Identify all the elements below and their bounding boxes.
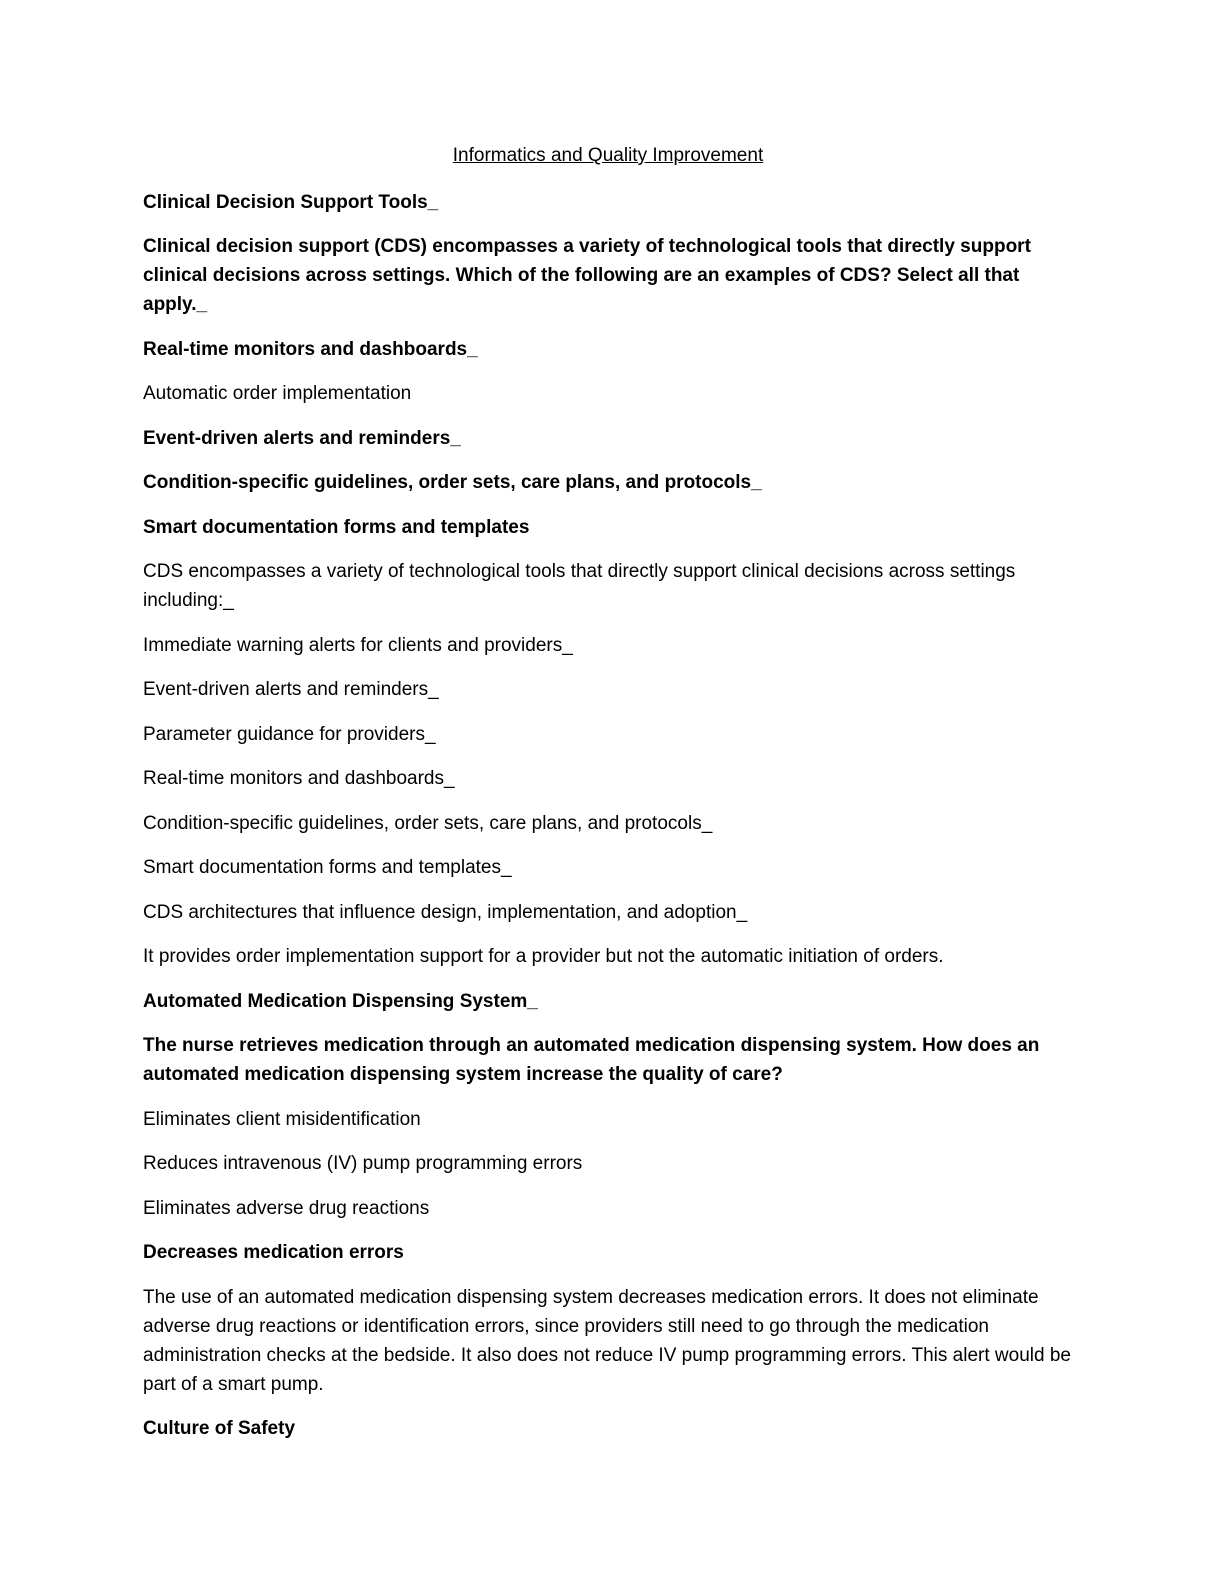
document-title: Informatics and Quality Improvement	[452, 145, 764, 166]
paragraph: Smart documentation forms and templates_	[143, 857, 512, 878]
paragraph: Event-driven alerts and reminders_	[143, 427, 461, 449]
paragraph: Reduces intravenous (IV) pump programming errors	[143, 1153, 583, 1174]
paragraph: The use of an automated medication dispensing system decreases medication errors. It does not eliminate adverse drug reactions or identification errors, since providers still need to go through the medication administration checks at the bedside. It also does not reduce IV pump programming errors. This alert would be part of a smart pump.	[143, 1286, 1071, 1395]
paragraph: Decreases medication errors	[143, 1242, 404, 1263]
paragraph: Real-time monitors and dashboards_	[143, 338, 478, 360]
paragraph: The nurse retrieves medication through an automated medication dispensing system. How does an automated medication dispensing system increase the quality of care?	[143, 1035, 1040, 1085]
paragraph: Parameter guidance for providers_	[143, 723, 436, 745]
paragraph: Condition-specific guidelines, order sets, care plans, and protocols_	[143, 472, 762, 493]
paragraph: Smart documentation forms and templates	[143, 516, 530, 538]
document-page	[143, 143, 1073, 1459]
paragraph: Real-time monitors and dashboards_	[143, 768, 455, 789]
paragraph: Automated Medication Dispensing System_	[143, 990, 538, 1012]
paragraph: Condition-specific guidelines, order sets, care plans, and protocols_	[143, 812, 713, 834]
paragraph: Immediate warning alerts for clients and providers_	[143, 634, 573, 656]
paragraph: CDS architectures that influence design, implementation, and adoption_	[143, 901, 748, 923]
paragraph: Clinical decision support (CDS) encompasses a variety of technological tools that directly support clinical decisions across settings. Which of the following are an examples of CDS? Select all that apply._	[143, 236, 1031, 315]
paragraph: Culture of Safety	[143, 1418, 296, 1439]
paragraph: Eliminates client misidentification	[143, 1108, 421, 1130]
paragraph: Eliminates adverse drug reactions	[143, 1197, 430, 1219]
paragraph: Clinical Decision Support Tools_	[143, 191, 439, 213]
paragraph: It provides order implementation support for a provider but not the automatic initiation of orders.	[143, 946, 944, 967]
paragraph: Automatic order implementation	[143, 383, 412, 404]
paragraph: CDS encompasses a variety of technological tools that directly support clinical decisions across settings including:_	[143, 561, 1016, 611]
paragraph: Event-driven alerts and reminders_	[143, 679, 439, 700]
